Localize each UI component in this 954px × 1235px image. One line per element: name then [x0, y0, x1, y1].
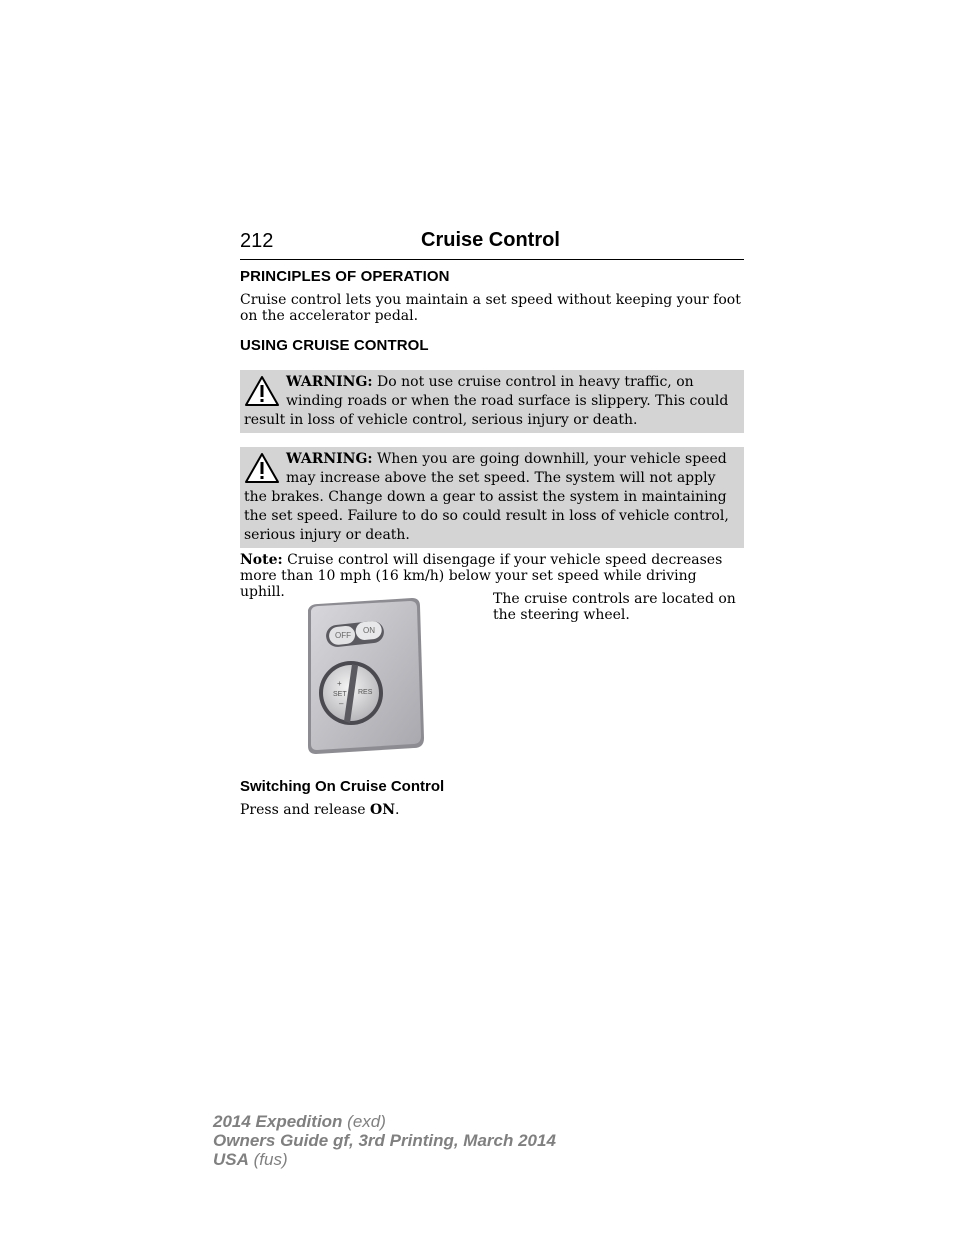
plus-label: +	[337, 679, 342, 688]
warning-box-traffic	[240, 370, 744, 433]
principles-heading: PRINCIPLES OF OPERATION	[240, 268, 450, 285]
res-label: RES	[358, 689, 373, 696]
warning-triangle-icon	[244, 451, 280, 487]
switching-on-instruction	[240, 802, 744, 818]
footer-guide: Owners Guide gf, 3rd Printing, March 2014	[213, 1131, 556, 1150]
off-button-label: OFF	[335, 631, 351, 640]
page-footer	[213, 1112, 556, 1169]
warning-label: WARNING:	[286, 451, 373, 467]
warning-triangle-icon	[244, 374, 280, 410]
warning-text: When you are going downhill, your vehicle speed may increase above the set speed. The system will not apply the brakes. Change down a gear to assist the system in maintaining the set speed. Failure to do so could result in loss of vehicle control, serious injury or death.	[244, 451, 729, 543]
footer-model-code: (exd)	[342, 1112, 386, 1131]
figure-caption: The cruise controls are located on the steering wheel.	[493, 591, 736, 623]
on-keyword: ON	[370, 802, 395, 818]
note-label: Note:	[240, 552, 283, 568]
minus-label: –	[339, 699, 344, 708]
cruise-control-switch-illustration	[300, 596, 430, 758]
on-button-label: ON	[363, 626, 375, 635]
instruction-text: Press and release	[240, 802, 370, 818]
using-cruise-heading: USING CRUISE CONTROL	[240, 337, 429, 354]
set-label: SET	[333, 691, 347, 698]
switching-on-heading: Switching On Cruise Control	[240, 778, 445, 795]
instruction-period: .	[395, 802, 400, 818]
footer-market: USA	[213, 1150, 249, 1169]
page-header	[240, 228, 744, 260]
warning-text: Do not use cruise control in heavy traffic, on winding roads or when the road surface is slippery. This could result in loss of vehicle control, serious injury or death.	[244, 374, 729, 428]
footer-model: 2014 Expedition	[213, 1112, 343, 1131]
principles-body: Cruise control lets you maintain a set speed without keeping your foot on the accelerator pedal.	[240, 292, 741, 324]
note-text: Cruise control will disengage if your vehicle speed decreases more than 10 mph (16 km/h) below your set speed while driving uphill.	[240, 552, 723, 600]
footer-market-code: (fus)	[248, 1150, 288, 1169]
warning-label: WARNING:	[286, 374, 373, 390]
warning-box-downhill	[240, 447, 744, 548]
chapter-title: Cruise Control	[421, 229, 560, 251]
page-number: 212	[240, 230, 274, 252]
